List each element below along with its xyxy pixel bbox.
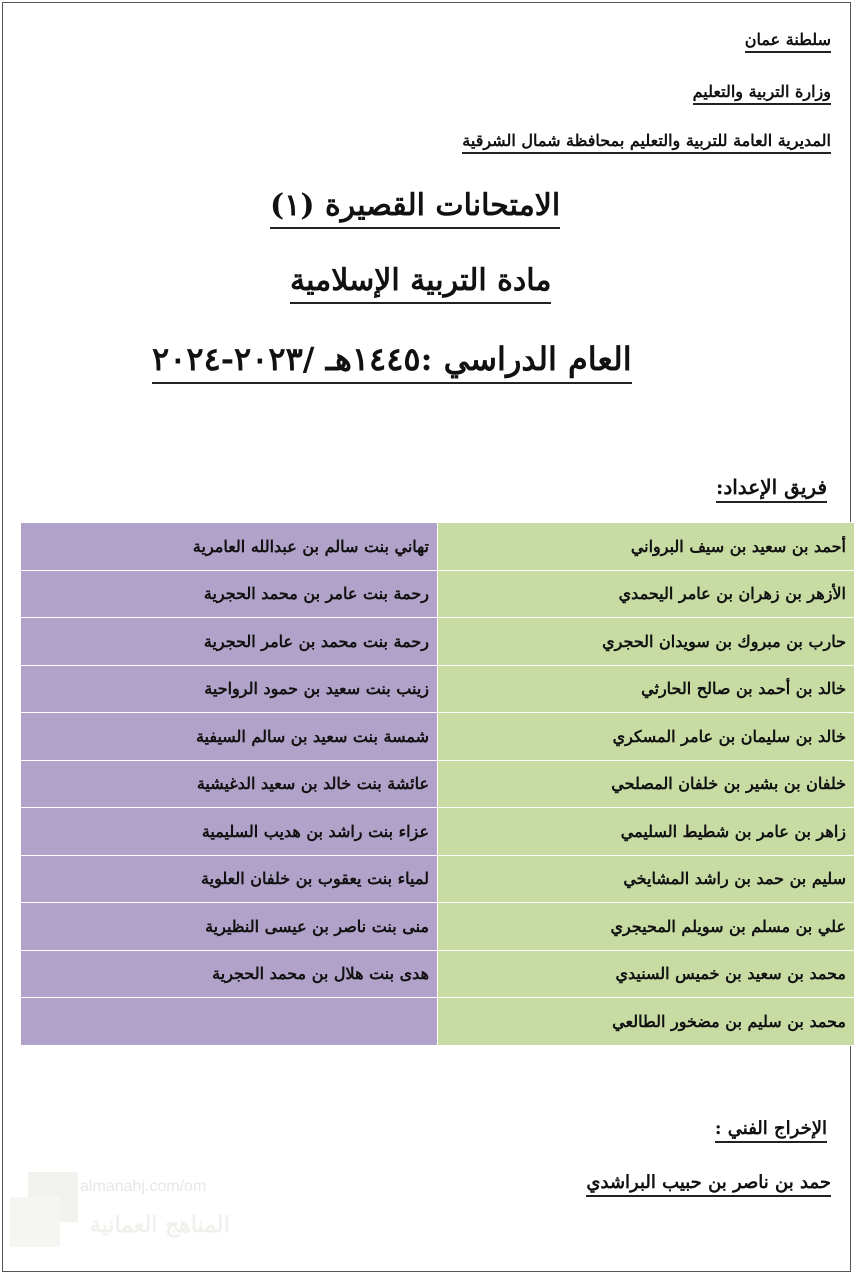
team-table [20, 522, 855, 1046]
table-row [21, 713, 855, 761]
team-member-male: سليم بن حمد بن راشد المشايخي [438, 855, 855, 903]
team-member-female: هدى بنت هلال بن محمد الحجرية [21, 950, 438, 998]
team-member-female: عائشة بنت خالد بن سعيد الدغيشية [21, 760, 438, 808]
team-member-male: محمد بن سليم بن مضخور الطالعي [438, 998, 855, 1046]
team-member-male: خلفان بن بشير بن خلفان المصلحي [438, 760, 855, 808]
technical-heading: الإخراج الفني : [715, 1118, 827, 1143]
team-member-female: تهاني بنت سالم بن عبدالله العامرية [21, 523, 438, 571]
table-row [21, 760, 855, 808]
header-directorate: المديرية العامة للتربية والتعليم بمحافظة شمال الشرقية [462, 131, 831, 154]
team-member-male: علي بن مسلم بن سويلم المحيجري [438, 903, 855, 951]
team-member-male: خالد بن سليمان بن عامر المسكري [438, 713, 855, 761]
table-row [21, 618, 855, 666]
table-row [21, 570, 855, 618]
team-member-female: لمياء بنت يعقوب بن خلفان العلوية [21, 855, 438, 903]
technical-producer-name: حمد بن ناصر بن حبيب البراشدي [586, 1172, 831, 1197]
watermark-shape [10, 1197, 60, 1247]
header-ministry: وزارة التربية والتعليم [693, 82, 831, 105]
table-row [21, 998, 855, 1046]
team-member-female: رحمة بنت عامر بن محمد الحجرية [21, 570, 438, 618]
team-member-female: منى بنت ناصر بن عيسى النظيرية [21, 903, 438, 951]
table-row [21, 903, 855, 951]
team-member-female: عزاء بنت راشد بن هديب السليمية [21, 808, 438, 856]
table-row [21, 950, 855, 998]
team-member-male: محمد بن سعيد بن خميس السنيدي [438, 950, 855, 998]
table-row [21, 665, 855, 713]
team-member-female [21, 998, 438, 1046]
table-row [21, 523, 855, 571]
table-row [21, 855, 855, 903]
header-country: سلطنة عمان [745, 30, 831, 53]
watermark-arabic: المناهج العمانية [90, 1212, 230, 1238]
academic-year-title: العام الدراسي :١٤٤٥هـ /٢٠٢٣-٢٠٢٤ [152, 340, 632, 384]
team-member-male: الأزهر بن زهران بن عامر اليحمدي [438, 570, 855, 618]
watermark-url: almanahj.com/om [80, 1178, 207, 1195]
team-heading: فريق الإعداد: [716, 475, 827, 503]
team-member-female: رحمة بنت محمد بن عامر الحجرية [21, 618, 438, 666]
team-member-female: زينب بنت سعيد بن حمود الرواحية [21, 665, 438, 713]
team-member-female: شمسة بنت سعيد بن سالم السيفية [21, 713, 438, 761]
subject-title: مادة التربية الإسلامية [290, 263, 551, 304]
team-member-male: زاهر بن عامر بن شطيط السليمي [438, 808, 855, 856]
exam-title: الامتحانات القصيرة (١) [270, 188, 560, 229]
table-row [21, 808, 855, 856]
watermark-logo [10, 1172, 250, 1252]
team-member-male: أحمد بن سعيد بن سيف البرواني [438, 523, 855, 571]
team-member-male: خالد بن أحمد بن صالح الحارثي [438, 665, 855, 713]
team-member-male: حارب بن مبروك بن سويدان الحجري [438, 618, 855, 666]
